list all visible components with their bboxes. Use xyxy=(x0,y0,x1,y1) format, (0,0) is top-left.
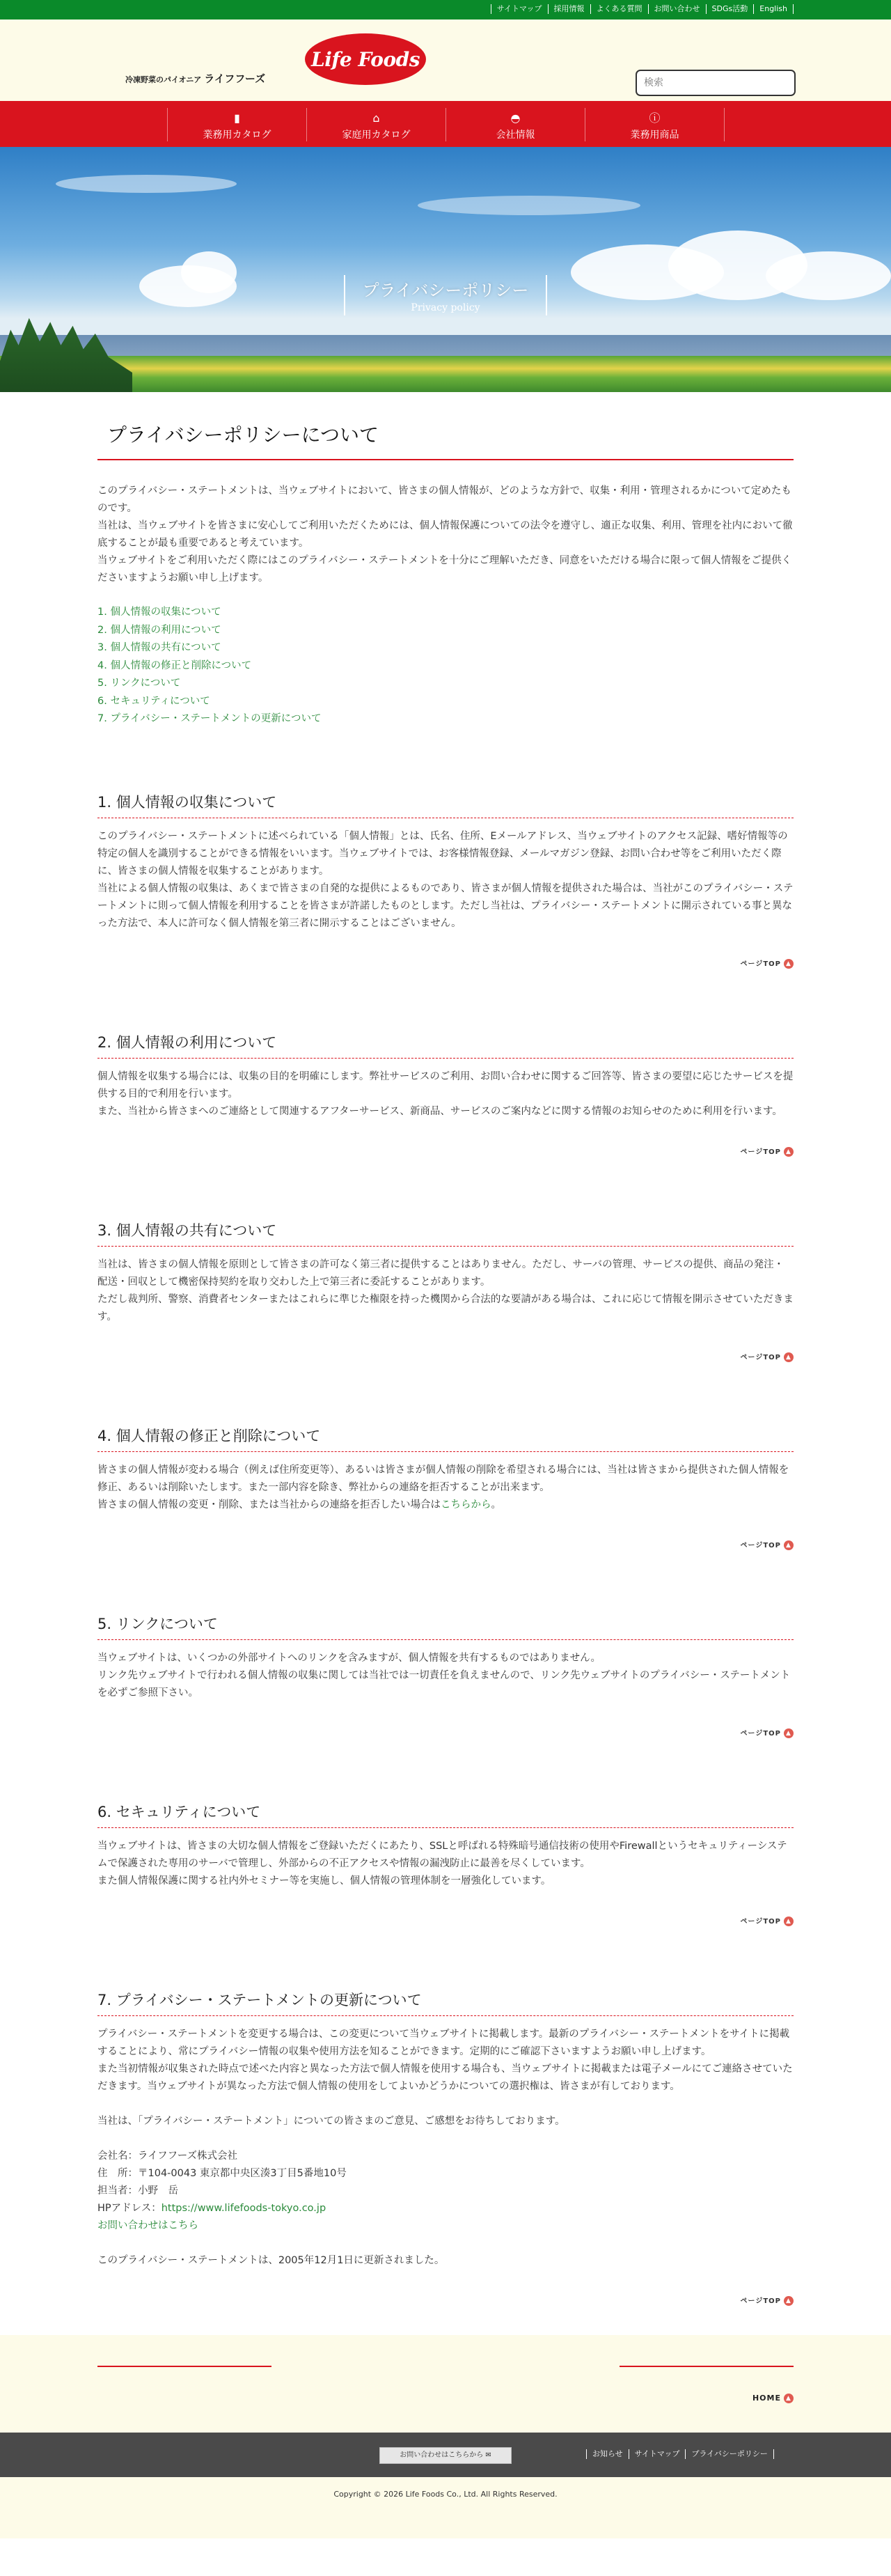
tagline-small: 冷凍野菜のパイオニア xyxy=(125,75,202,84)
footer-bar xyxy=(0,2433,891,2477)
main-nav xyxy=(0,101,891,147)
section-paragraph: ただし裁判所、警察、消費者センターまたはこれらに準じた権限を持った機関から合法的な要請がある場合は、これに応じて情報を開示させていただきます。 xyxy=(97,1293,794,1322)
section-heading: 3. 個人情報の共有について xyxy=(97,1219,794,1247)
utility-link-recruit[interactable]: 採用情報 xyxy=(548,4,590,14)
section-updates xyxy=(97,1989,794,2306)
logo-text: Life Foods xyxy=(311,47,420,71)
page-top-link[interactable] xyxy=(97,1915,794,1926)
contact-person: 担当者：小野 岳 xyxy=(97,2185,178,2196)
utility-link-faq[interactable]: よくある質問 xyxy=(590,4,648,14)
section-paragraph: 当社は、皆さまの個人情報を原則として皆さまの許可なく第三者に提供することはありません。ただし、サーバの管理、サービスの提供、商品の発注・配送・回収として機密保持契約を取り交わした上で第三者に委託することがあります。 xyxy=(97,1258,784,1288)
utility-link-sdgs[interactable]: SDGs活動 xyxy=(706,4,754,14)
copyright: Copyright © 2026 Life Foods Co., Ltd. All Rights Reserved. xyxy=(0,2477,891,2538)
footer-link-news[interactable]: お知らせ xyxy=(586,2449,629,2459)
nav-business-catalog[interactable] xyxy=(168,108,307,141)
section-paragraph: また、当社から皆さまへのご連絡として関連するアフターサービス、新商品、サービスのご案内などに関する情報のお知らせのために利用を行います。 xyxy=(97,1105,782,1117)
nav-company-info[interactable] xyxy=(446,108,585,141)
link-suffix: 。 xyxy=(491,1499,501,1511)
top-utility-bar xyxy=(0,0,891,19)
section-heading: 5. リンクについて xyxy=(97,1613,794,1640)
page-title: プライバシーポリシーについて xyxy=(97,420,794,460)
mail-icon: ✉ xyxy=(485,2451,491,2459)
nav-business-products[interactable] xyxy=(585,108,725,141)
hero-title-box xyxy=(344,275,547,315)
intro xyxy=(97,483,794,587)
hero-title: プライバシーポリシー xyxy=(362,281,529,300)
tagline-brand: ライフフーズ xyxy=(204,72,266,85)
nav-home-catalog[interactable] xyxy=(307,108,446,141)
section-paragraph: 当ウェブサイトは、いくつかの外部サイトへのリンクを含みますが、個人情報を共有するものではありません。 xyxy=(97,1652,601,1664)
utility-link-sitemap[interactable]: サイトマップ xyxy=(491,4,548,14)
toc-link[interactable]: 3. 個人情報の共有について xyxy=(97,642,221,653)
section-heading: 4. 個人情報の修正と削除について xyxy=(97,1425,794,1452)
company-address: 住 所：〒104-0043 東京都中央区湊3丁目5番地10号 xyxy=(97,2167,347,2179)
hero-subtitle: Privacy policy xyxy=(411,302,480,313)
divider-line xyxy=(97,2366,271,2367)
toc-link[interactable]: 2. 個人情報の利用について xyxy=(97,624,221,636)
page-top-link[interactable] xyxy=(97,1539,794,1550)
link-prefix: 皆さまの個人情報の変更・削除、または当社からの連絡を拒否したい場合は xyxy=(97,1499,441,1511)
page-top-label: ページTOP xyxy=(740,1541,781,1549)
section-paragraph: 当社による個人情報の収集は、あくまで皆さまの自発的な提供によるものであり、皆さまが個人情報を提供された場合は、当社がこのプライバシー・ステートメントに則って個人情報を利用することを皆さまが許諾したものとします。ただし当社は、プライバシー・ステートメントに開示されている事と異なった方法で、本人に許可なく個人情報を第三者に開示することはございません。 xyxy=(97,882,794,929)
page-top-label: ページTOP xyxy=(740,1353,781,1361)
divider-line xyxy=(620,2366,794,2367)
page-top-link[interactable] xyxy=(97,958,794,969)
page-top-label: ページTOP xyxy=(740,1729,781,1738)
brand-tagline xyxy=(125,71,265,86)
search-input[interactable] xyxy=(636,70,796,96)
page-top-label: ページTOP xyxy=(740,960,781,968)
inquiry-link[interactable]: お問い合わせはこちら xyxy=(97,2219,198,2231)
company-name: 会社名：ライフフーズ株式会社 xyxy=(97,2150,237,2162)
section-correction xyxy=(97,1425,794,1550)
updated-note: このプライバシー・ステートメントは、2005年12月1日に更新されました。 xyxy=(97,2254,445,2266)
section-heading: 1. 個人情報の収集について xyxy=(97,791,794,818)
info-icon: ⓘ xyxy=(649,111,661,125)
page-top-label: ページTOP xyxy=(740,1917,781,1926)
section-security xyxy=(97,1801,794,1926)
footer-link-sitemap[interactable]: サイトマップ xyxy=(629,2449,686,2459)
nav-label: 会社情報 xyxy=(496,130,535,141)
flower-field xyxy=(0,356,891,392)
section-paragraph xyxy=(97,1497,794,1514)
cloud-shape xyxy=(418,196,640,215)
closing-text: 当社は、「プライバシー・ステートメント」についての皆さまのご意見、ご感想をお待ちしております。 xyxy=(97,2115,565,2127)
section-usage xyxy=(97,1031,794,1157)
cloud-shape xyxy=(766,251,891,300)
footer-contact-label: お問い合わせはこちらから xyxy=(400,2451,484,2459)
arrow-up-icon: ▲ xyxy=(784,1540,794,1550)
homepage-line xyxy=(97,2200,794,2217)
home-label: HOME xyxy=(752,2393,781,2403)
section-paragraph: このプライバシー・ステートメントに述べられている「個人情報」とは、氏名、住所、Eメールアドレス、当ウェブサイトのアクセス記録、嗜好情報等の特定の個人を識別することができる情報をいいます。当ウェブサイトでは、お客様情報登録、メールマガジン登録、お問い合わせ等をご利用いただく際に、皆さまの個人情報を収集することがあります。 xyxy=(97,830,788,877)
section-paragraph: 皆さまの個人情報が変わる場合（例えば住所変更等）、あるいは皆さまが個人情報の削除を希望される場合には、当社は皆さまから提供された個人情報を修正、あるいは削除いたします。また一部内容を除き、弊社からの連絡を拒否することが出来ます。 xyxy=(97,1464,789,1493)
toc-link[interactable]: 7. プライバシー・ステートメントの更新について xyxy=(97,713,322,724)
section-sharing xyxy=(97,1219,794,1362)
intro-paragraph: 当ウェブサイトをご利用いただく際にはこのプライバシー・ステートメントを十分にご理解いただき、同意をいただける場合に限って個人情報をご提供くださいますようお願い申し上げます。 xyxy=(97,555,792,584)
homepage-label: HPアドレス： xyxy=(97,2202,161,2214)
toc-link[interactable]: 1. 個人情報の収集について xyxy=(97,607,221,618)
arrow-up-icon: ▲ xyxy=(784,1147,794,1157)
cloud-shape xyxy=(181,251,237,293)
section-heading: 7. プライバシー・ステートメントの更新について xyxy=(97,1989,794,2016)
company-icon: ◓ xyxy=(510,111,521,125)
footer-links xyxy=(586,2449,774,2459)
page-top-label: ページTOP xyxy=(740,2297,781,2305)
hero-banner xyxy=(0,147,891,392)
page-top-link[interactable] xyxy=(97,1351,794,1362)
homepage-link[interactable]: https://www.lifefoods-tokyo.co.jp xyxy=(161,2202,326,2214)
utility-link-contact[interactable]: お問い合わせ xyxy=(648,4,706,14)
cloud-shape xyxy=(56,175,237,193)
page-top-label: ページTOP xyxy=(740,1148,781,1156)
inquiry-line xyxy=(97,2217,794,2235)
utility-links xyxy=(491,4,794,14)
section-paragraph: また個人情報保護に関する社内外セミナー等を実施し、個人情報の管理体制を一層強化しています。 xyxy=(97,1875,551,1887)
section-paragraph: プライバシー・ステートメントを変更する場合は、この変更について当ウェブサイトに掲載します。最新のプライバシー・ステートメントをサイトに掲載することにより、常にプライバシー情報の収集や使用方法を知ることができます。定期的にご確認下さいますようお願い申し上げます。 xyxy=(97,2028,790,2057)
house-icon: ⌂ xyxy=(372,111,380,125)
toc-link[interactable]: 4. 個人情報の修正と削除について xyxy=(97,659,252,671)
section-paragraph: リンク先ウェブサイトで行われる個人情報の収集に関しては当社では一切責任を負えませんので、リンク先ウェブサイトのプライバシー・ステートメントを必ずご参照下さい。 xyxy=(97,1669,791,1699)
footer-link-privacy[interactable]: プライバシーポリシー xyxy=(685,2449,773,2459)
arrow-up-icon: ▲ xyxy=(784,2394,794,2403)
table-of-contents xyxy=(97,604,794,728)
arrow-up-icon: ▲ xyxy=(784,1917,794,1926)
footer-contact-button[interactable] xyxy=(379,2447,512,2464)
page-top-link[interactable] xyxy=(97,1727,794,1738)
main-content xyxy=(97,392,794,2306)
home-band xyxy=(0,2335,891,2433)
nav-label: 業務用商品 xyxy=(630,130,679,141)
home-link[interactable] xyxy=(752,2394,794,2403)
toc-link[interactable]: 5. リンクについて xyxy=(97,678,181,689)
section-paragraph: 個人情報を収集する場合には、収集の目的を明確にします。弊社サービスのご利用、お問い合わせに関するご回答等、皆さまの要望に応じたサービスを提供する目的で利用を行います。 xyxy=(97,1070,794,1100)
section-collection xyxy=(97,791,794,969)
section-links xyxy=(97,1613,794,1738)
book-icon: ▮ xyxy=(234,111,240,125)
utility-link-english[interactable]: English xyxy=(753,4,794,14)
section-heading: 6. セキュリティについて xyxy=(97,1801,794,1828)
section-heading: 2. 個人情報の利用について xyxy=(97,1031,794,1059)
site-header xyxy=(0,19,891,101)
arrow-up-icon: ▲ xyxy=(784,959,794,969)
toc-link[interactable]: 6. セキュリティについて xyxy=(97,695,210,707)
nav-label: 業務用カタログ xyxy=(203,130,271,141)
arrow-up-icon: ▲ xyxy=(784,2296,794,2306)
section-paragraph: また当初情報が収集された時点で述べた内容と異なった方法で個人情報を使用する場合も、当ウェブサイトに掲載または電子メールにてご連絡させていただきます。当ウェブサイトが異なった方法で個人情報の使用をしてよいかどうかについての選択権は、皆さまが有しております。 xyxy=(97,2063,793,2092)
section-paragraph: 当ウェブサイトは、皆さまの大切な個人情報をご登録いただくにあたり、SSLと呼ばれる特殊暗号通信技術の使用やFirewallというセキュリティーシステムで保護された専用のサーバで管理し、外部からの不正アクセスや情報の漏洩防止に最善を尽くしています。 xyxy=(97,1840,787,1869)
correction-link[interactable]: こちらから xyxy=(441,1499,491,1511)
arrow-up-icon: ▲ xyxy=(784,1728,794,1738)
life-foods-logo[interactable] xyxy=(305,33,426,85)
intro-paragraph: 当社は、当ウェブサイトを皆さまに安心してご利用いただくためには、個人情報保護についての法令を遵守し、適正な収集、利用、管理を社内において徹底することが最も重要であると考えています。 xyxy=(97,520,793,549)
nav-label: 家庭用カタログ xyxy=(342,130,411,141)
page-top-link[interactable] xyxy=(97,2295,794,2306)
arrow-up-icon: ▲ xyxy=(784,1352,794,1362)
intro-paragraph: このプライバシー・ステートメントは、当ウェブサイトにおいて、皆さまの個人情報が、どのような方針で、収集・利用・管理されるかについて定めたものです。 xyxy=(97,485,791,514)
page-top-link[interactable] xyxy=(97,1146,794,1157)
